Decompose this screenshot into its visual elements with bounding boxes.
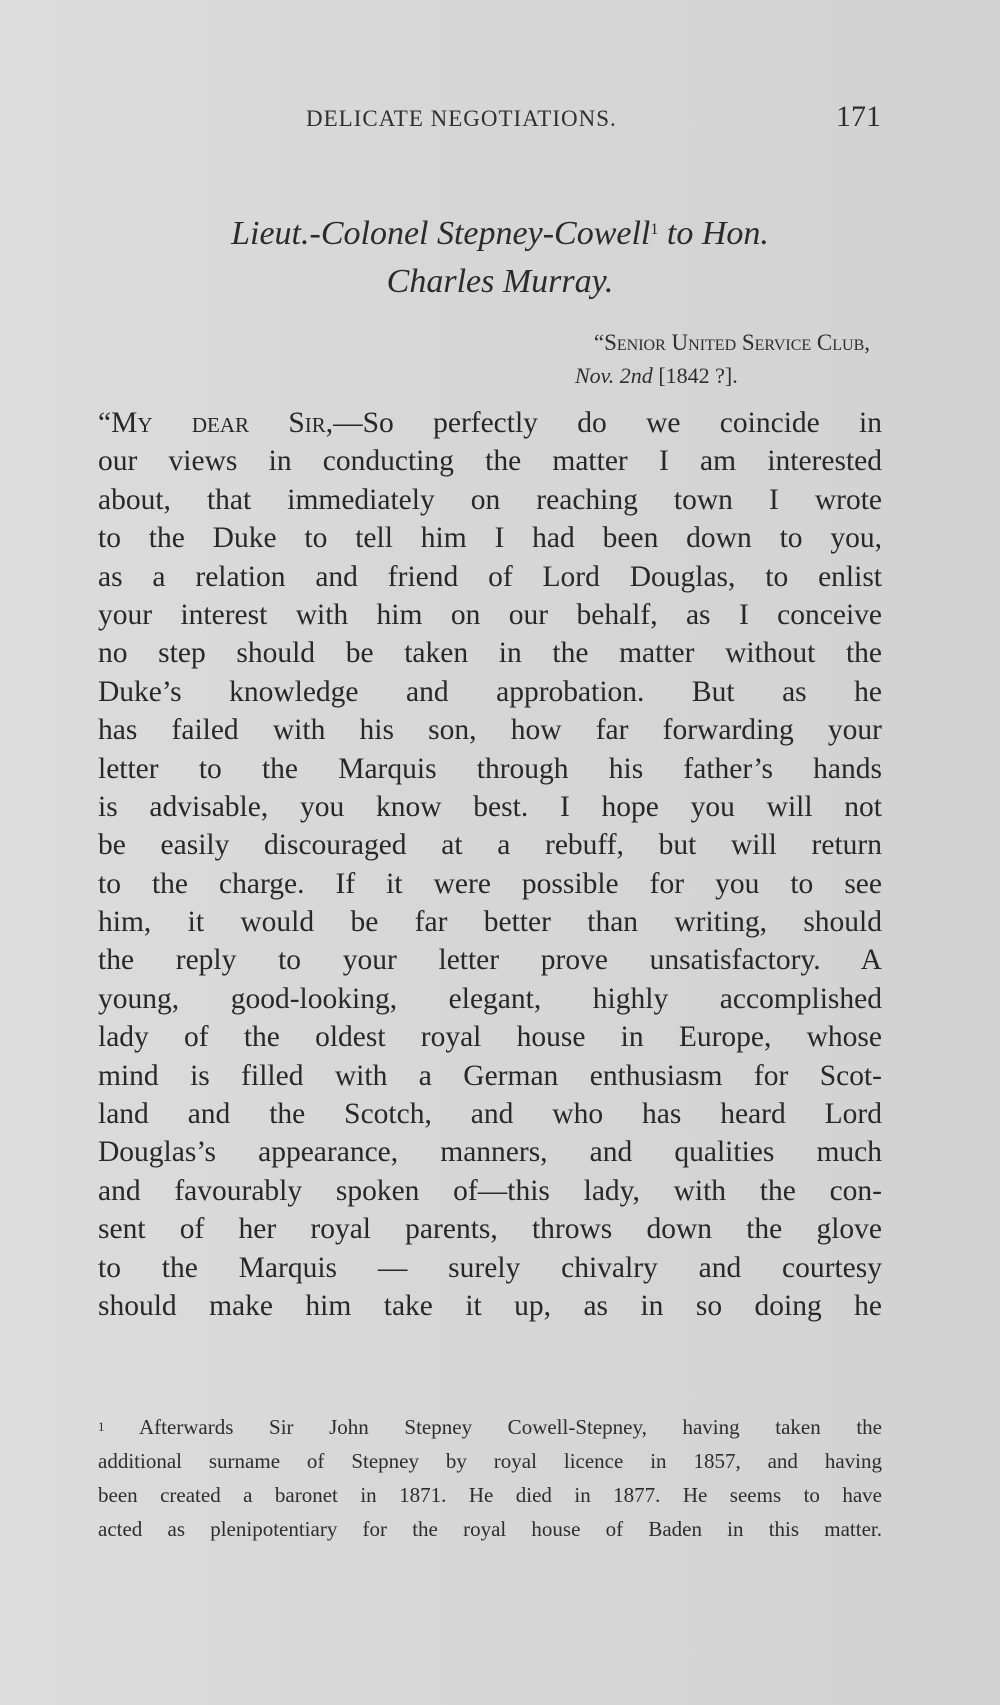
footnote-line: additional surname of Stepney by royal licence in 1857, and having bbox=[98, 1449, 882, 1473]
date-year: [1842 ?]. bbox=[652, 363, 738, 388]
body-line: as a relation and friend of Lord Douglas, to enlist bbox=[98, 560, 882, 593]
body-line: Duke’s knowledge and approbation. But as he bbox=[98, 675, 882, 708]
footnote-reference: 1 bbox=[650, 221, 659, 238]
title-recipient-prefix: to Hon. bbox=[658, 215, 769, 252]
body-line: land and the Scotch, and who has heard Lord bbox=[98, 1098, 882, 1131]
date-italic: Nov. 2nd bbox=[575, 363, 653, 388]
body-line: mind is filled with a German enthusiasm for Scot- bbox=[98, 1059, 882, 1092]
body-line: to the charge. If it were possible for you to see bbox=[98, 867, 882, 900]
footnote bbox=[98, 1410, 882, 1546]
body-line: about, that immediately on reaching town I wrote bbox=[98, 483, 882, 516]
body-line: lady of the oldest royal house in Europe, whose bbox=[98, 1021, 882, 1054]
body-line: the reply to your letter prove unsatisfactory. A bbox=[98, 944, 882, 977]
body-line: and favourably spoken of—this lady, with the con- bbox=[98, 1174, 882, 1207]
salutation: “My dear Sir, bbox=[98, 407, 334, 439]
body-line: has failed with his son, how far forwarding your bbox=[98, 714, 882, 747]
letter-address: “Senior United Service Club, bbox=[593, 330, 870, 355]
body-line-text: —So perfectly do we coincide in bbox=[333, 407, 883, 439]
body-line: to the Marquis — surely chivalry and courtesy bbox=[98, 1251, 882, 1284]
footnote-line-text: Afterwards Sir John Stepney Cowell-Stepney, having taken the bbox=[104, 1415, 882, 1439]
footnote-line bbox=[98, 1410, 882, 1444]
letter-title bbox=[120, 210, 880, 306]
letter-body bbox=[98, 404, 882, 1325]
body-line: letter to the Marquis through his father’s hands bbox=[98, 752, 882, 785]
title-line2: Charles Murray. bbox=[386, 263, 614, 300]
body-line: him, it would be far better than writing, should bbox=[98, 906, 882, 939]
body-line: is advisable, you know best. I hope you will not bbox=[98, 790, 882, 823]
title-line1 bbox=[231, 215, 769, 252]
letter-date bbox=[575, 359, 775, 392]
body-line: Douglas’s appearance, manners, and qualities much bbox=[98, 1136, 882, 1169]
body-line: be easily discouraged at a rebuff, but will return bbox=[98, 829, 882, 862]
running-head: DELICATE NEGOTIATIONS. bbox=[306, 106, 617, 131]
footnote-line: been created a baronet in 1871. He died in 1877. He seems to have bbox=[98, 1483, 882, 1507]
footnote-line: acted as plenipotentiary for the royal house of Baden in this matter. bbox=[98, 1517, 882, 1541]
body-line: your interest with him on our behalf, as I conceive bbox=[98, 598, 882, 631]
footnote-marker: 1 bbox=[98, 1419, 105, 1434]
body-line: should make him take it up, as in so doing he bbox=[98, 1289, 882, 1322]
body-line: our views in conducting the matter I am interested bbox=[98, 445, 882, 478]
body-line: young, good-looking, elegant, highly accomplished bbox=[98, 982, 882, 1015]
page-number: 171 bbox=[836, 100, 881, 133]
title-author: Lieut.-Colonel Stepney-Cowell bbox=[231, 215, 651, 252]
body-line bbox=[98, 404, 882, 442]
body-line: no step should be taken in the matter without the bbox=[98, 637, 882, 670]
body-line: sent of her royal parents, throws down the glove bbox=[98, 1213, 882, 1246]
body-line: to the Duke to tell him I had been down to you, bbox=[98, 522, 882, 555]
